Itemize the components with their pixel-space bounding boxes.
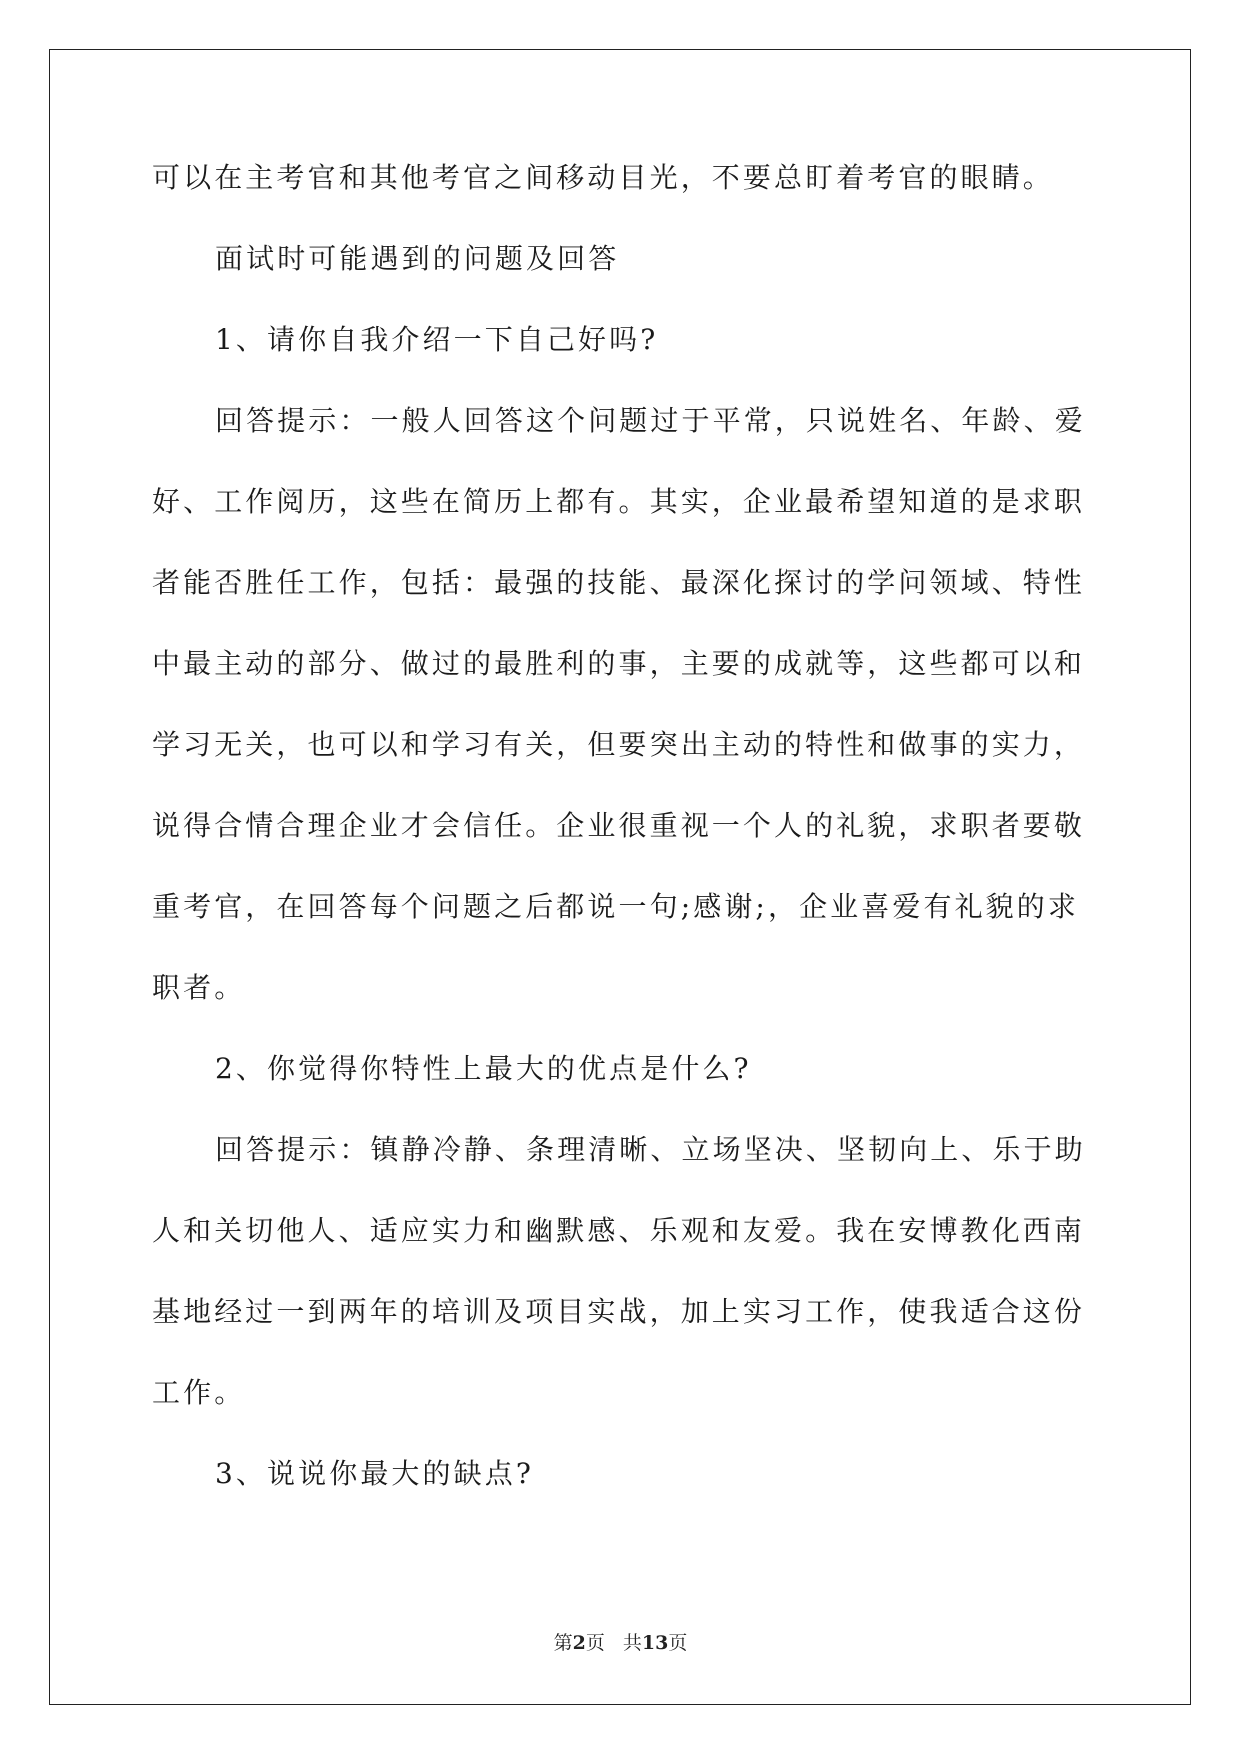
text-line: 面试时可能遇到的问题及回答 [215, 242, 620, 275]
text-line: 回答提示：一般人回答这个问题过于平常，只说姓名、年龄、爱 [215, 404, 1086, 437]
page-number: 2 [572, 1632, 586, 1654]
text-line: 重考官，在回答每个问题之后都说一句;感谢;，企业喜爱有礼貌的求 [152, 890, 1079, 923]
paragraph [152, 158, 1092, 198]
page-prefix: 第 [553, 1632, 573, 1654]
text-line: 2、你觉得你特性上最大的优点是什么? [215, 1052, 752, 1085]
text-line: 好、工作阅历，这些在简历上都有。其实，企业最希望知道的是求职 [152, 485, 1086, 518]
page-suffix: 页 [585, 1632, 605, 1654]
text-line: 回答提示：镇静冷静、条理清晰、立场坚决、坚韧向上、乐于助 [215, 1133, 1086, 1166]
text-line: 者能否胜任工作，包括：最强的技能、最深化探讨的学问领域、特性 [152, 566, 1086, 599]
page-footer [0, 1632, 1241, 1654]
text-line: 人和关切他人、适应实力和幽默感、乐观和友爱。我在安博教化西南 [152, 1214, 1086, 1247]
total-suffix: 页 [668, 1632, 688, 1654]
document-body [152, 158, 1092, 1494]
question-1 [152, 320, 1092, 360]
total-prefix: 共 [622, 1632, 642, 1654]
question-2 [152, 1049, 1092, 1089]
text-line: 说得合情合理企业才会信任。企业很重视一个人的礼貌，求职者要敬 [152, 809, 1086, 842]
answer-hint-2 [152, 1130, 1092, 1413]
text-line: 3、说说你最大的缺点? [215, 1457, 534, 1490]
question-3 [152, 1454, 1092, 1494]
total-pages: 13 [641, 1632, 669, 1654]
answer-hint-1 [152, 401, 1092, 1008]
text-line: 1、请你自我介绍一下自己好吗? [215, 323, 659, 356]
text-line: 职者。 [152, 971, 246, 1004]
text-line: 基地经过一到两年的培训及项目实战，加上实习工作，使我适合这份 [152, 1295, 1086, 1328]
text-line: 可以在主考官和其他考官之间移动目光，不要总盯着考官的眼睛。 [152, 161, 1054, 194]
text-line: 工作。 [152, 1376, 246, 1409]
text-line: 学习无关，也可以和学习有关，但要突出主动的特性和做事的实力， [152, 728, 1086, 761]
section-heading [152, 239, 1092, 279]
text-line: 中最主动的部分、做过的最胜利的事，主要的成就等，这些都可以和 [152, 647, 1086, 680]
